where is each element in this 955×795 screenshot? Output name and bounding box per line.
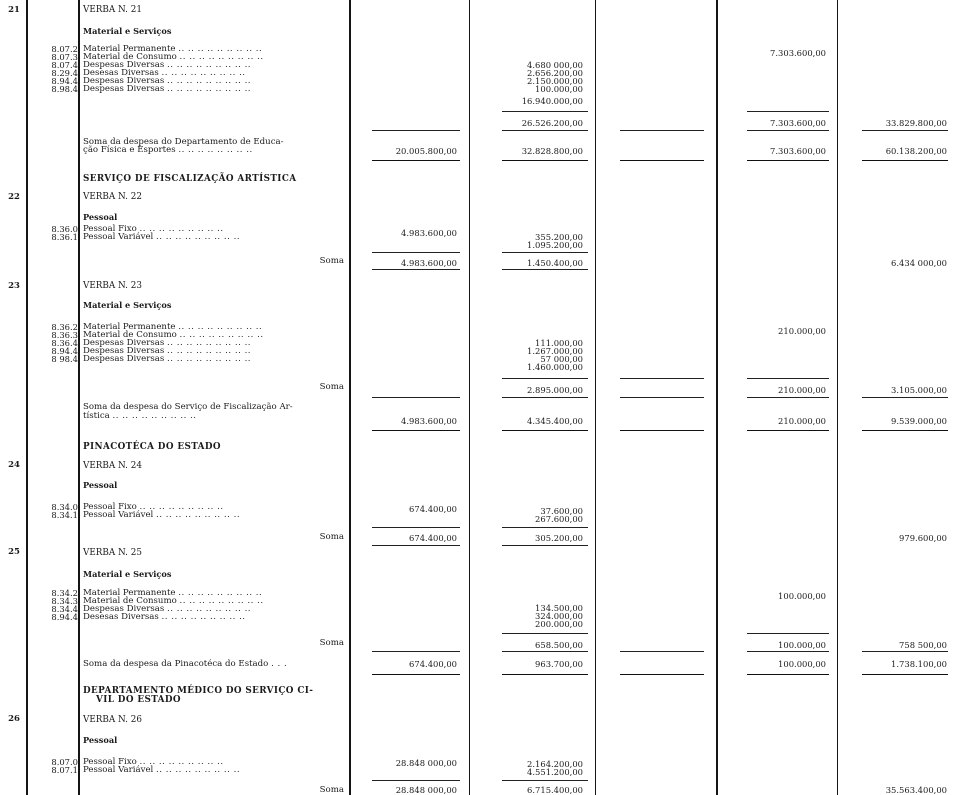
rule — [747, 430, 829, 431]
verba-number: 22 — [8, 192, 20, 202]
rule — [620, 651, 704, 652]
soma-label: Soma — [319, 256, 344, 266]
item-text: Material de Consumo — [83, 52, 177, 62]
leader-dots: .. .. .. .. .. .. .. .. .. — [167, 604, 252, 614]
value-c3: 16.940.000,00 — [521, 96, 583, 106]
item-text: Material de Consumo — [83, 596, 177, 606]
department-title: PINACOTÉCA DO ESTADO — [83, 442, 221, 452]
leader-dots: .. .. .. .. .. .. .. .. .. — [178, 44, 263, 54]
total-c2: 674.400,00 — [409, 533, 457, 543]
value-c3: 100.000,00 — [535, 84, 583, 94]
code: 8.94.4 — [51, 76, 78, 86]
leader-dots: .. .. .. .. .. .. .. .. .. — [161, 68, 246, 78]
value-c3: 1.267.000,00 — [527, 346, 583, 356]
leader-dots: .. .. .. .. .. .. .. .. .. — [161, 612, 246, 622]
value-c3: 267.600,00 — [535, 514, 583, 524]
total-c6: 3.105.000,00 — [891, 385, 947, 395]
item-text: Despesas Diversas — [83, 84, 165, 94]
code: 8.94.4 — [51, 346, 78, 356]
item-label — [83, 765, 240, 775]
rule — [620, 160, 704, 161]
rule — [502, 397, 588, 398]
leader-dots: .. .. .. .. .. .. .. .. .. — [179, 52, 264, 62]
rule — [372, 397, 460, 398]
rule — [502, 633, 588, 634]
item-text: Pessoal Fixo — [83, 502, 137, 512]
total-c3: 658.500,00 — [535, 640, 583, 650]
value-c3: 2.150.000,00 — [527, 76, 583, 86]
item-label — [83, 84, 251, 94]
item-text: Despesas Diversas — [83, 76, 165, 86]
rule — [620, 130, 704, 131]
dept-total-c2: 4.983.600,00 — [401, 416, 457, 426]
total-c3: 305.200,00 — [535, 533, 583, 543]
verba-number: 23 — [8, 281, 20, 291]
item-text: Despesas Diversas — [83, 338, 165, 348]
rule — [502, 269, 588, 270]
department-title: SERVIÇO DE FISCALIZAÇÃO ARTÍSTICA — [83, 174, 297, 184]
value-c3: 1.095.200,00 — [527, 240, 583, 250]
section-subtitle: Material e Serviços — [83, 26, 172, 36]
code: 8.36.2 — [51, 322, 78, 332]
column-rule-7 — [837, 0, 838, 795]
item-text: Material Permanente — [83, 588, 176, 598]
item-label — [83, 612, 246, 622]
item-text: Desesas Diversas — [83, 68, 159, 78]
code: 8.07.0 — [51, 757, 78, 767]
leader-dots: .. .. .. .. .. .. .. .. .. — [139, 757, 224, 767]
total-c3: 26.526.200,00 — [521, 118, 583, 128]
value-c3: 134.500,00 — [535, 603, 583, 613]
verba-number: 24 — [8, 460, 20, 470]
rule — [620, 674, 704, 675]
total-c3: 6.715.400,00 — [527, 785, 583, 795]
dept-total-c3: 4.345.400,00 — [527, 416, 583, 426]
rule — [372, 780, 460, 781]
rule — [862, 160, 948, 161]
code: 8.36.4 — [51, 338, 78, 348]
value-c3: 4.551.200,00 — [527, 767, 583, 777]
total-c2: 4.983.600,00 — [401, 258, 457, 268]
label-text: ção Física e Esportes — [83, 145, 176, 155]
total-c6: 979.600,00 — [899, 533, 947, 543]
value-c2: 4.983.600,00 — [401, 228, 457, 238]
soma-label: Soma — [319, 382, 344, 392]
code: 8.36.0 — [51, 224, 78, 234]
total-c5: 210.000,00 — [778, 385, 826, 395]
total-c5: 100.000,00 — [778, 640, 826, 650]
value-c5: 7.303.600,00 — [770, 48, 826, 58]
rule — [502, 430, 588, 431]
value-c3: 355.200,00 — [535, 232, 583, 242]
item-label — [83, 510, 240, 520]
item-text: Pessoal Fixo — [83, 757, 137, 767]
value-c3: 2.656.200,00 — [527, 68, 583, 78]
total-c3: 2.895.000,00 — [527, 385, 583, 395]
section-subtitle: Pessoal — [83, 480, 118, 490]
code: 8.34.2 — [51, 588, 78, 598]
leader-dots: .. .. .. .. .. .. .. .. .. — [167, 84, 252, 94]
item-text: Despesas Diversas — [83, 346, 165, 356]
rule — [747, 651, 829, 652]
dept-total-c2: 20.005.800,00 — [395, 146, 457, 156]
soma-label: Soma — [319, 785, 344, 795]
verba-number: 26 — [8, 714, 20, 724]
code: 8.07.1 — [51, 765, 78, 775]
item-text: Material de Consumo — [83, 330, 177, 340]
rule — [747, 160, 829, 161]
column-rule-3 — [349, 0, 351, 795]
rule — [502, 378, 588, 379]
verba-title: VERBA N. 26 — [83, 715, 142, 725]
verba-number: 25 — [8, 547, 20, 557]
rule — [502, 527, 588, 528]
item-text: Pessoal Variável — [83, 510, 154, 520]
total-c6: 758 500,00 — [899, 640, 947, 650]
total-c6: 35.563.400,00 — [885, 785, 947, 795]
code: 8.34.0 — [51, 502, 78, 512]
column-rule-6 — [716, 0, 718, 795]
dept-total-c6: 9.539.000,00 — [891, 416, 947, 426]
leader-dots: .. .. .. .. .. .. .. .. .. — [178, 322, 263, 332]
dept-total-c3: 963.700,00 — [535, 659, 583, 669]
leader-dots: .. .. .. .. .. .. .. .. .. — [167, 60, 252, 70]
rule — [747, 111, 829, 112]
code: 8.34.1 — [51, 510, 78, 520]
leader-dots: .. .. .. .. .. .. .. .. .. — [167, 346, 252, 356]
leader-dots: .. .. .. .. .. .. .. .. .. — [179, 330, 264, 340]
code: 8.29.4 — [51, 68, 78, 78]
item-text: Despesas Diversas — [83, 604, 165, 614]
rule — [862, 130, 948, 131]
code: 8.07.3 — [51, 52, 78, 62]
rule — [747, 633, 829, 634]
item-text: Material Permanente — [83, 44, 176, 54]
code: 8 98.4 — [51, 354, 78, 364]
value-c2: 674.400,00 — [409, 504, 457, 514]
leader-dots: . . . — [271, 659, 288, 669]
dept-total-label-2 — [83, 145, 253, 155]
item-text: Material Permanente — [83, 322, 176, 332]
dept-total-label-2 — [83, 411, 197, 421]
department-title: DEPARTAMENTO MÉDICO DO SERVIÇO CI- — [83, 686, 314, 696]
value-c2: 28.848 000,00 — [395, 758, 457, 768]
rule — [372, 160, 460, 161]
section-subtitle: Pessoal — [83, 735, 118, 745]
verba-title: VERBA N. 23 — [83, 281, 142, 291]
rule — [372, 527, 460, 528]
verba-title: VERBA N. 25 — [83, 548, 142, 558]
rule — [502, 160, 588, 161]
value-c3: 2.164.200,00 — [527, 759, 583, 769]
rule — [502, 252, 588, 253]
section-subtitle: Material e Serviços — [83, 569, 172, 579]
item-text: Pessoal Variável — [83, 232, 154, 242]
rule — [747, 130, 829, 131]
section-subtitle: Material e Serviços — [83, 300, 172, 310]
item-label — [83, 232, 240, 242]
value-c3: 57 000,00 — [540, 354, 583, 364]
rule — [502, 651, 588, 652]
total-c2: 28.848 000,00 — [395, 785, 457, 795]
dept-total-label: Soma da despesa do Serviço de Fiscalização Ar- — [83, 402, 293, 412]
item-label — [83, 354, 251, 364]
rule — [747, 378, 829, 379]
leader-dots: .. .. .. .. .. .. .. .. .. — [178, 588, 263, 598]
value-c3: 4.680 000,00 — [527, 60, 583, 70]
rule — [502, 111, 588, 112]
item-text: Pessoal Variável — [83, 765, 154, 775]
column-rule-2 — [78, 0, 80, 795]
rule — [502, 545, 588, 546]
verba-number: 21 — [8, 5, 20, 15]
rule — [747, 397, 829, 398]
verba-title: VERBA N. 24 — [83, 461, 142, 471]
total-c6: 6.434 000,00 — [891, 258, 947, 268]
rule — [862, 674, 948, 675]
section-subtitle: Pessoal — [83, 212, 118, 222]
rule — [502, 674, 588, 675]
item-text: Desesas Diversas — [83, 612, 159, 622]
column-rule-5 — [595, 0, 596, 795]
rule — [372, 545, 460, 546]
leader-dots: .. .. .. .. .. .. .. .. .. — [167, 338, 252, 348]
rule — [620, 397, 704, 398]
leader-dots: .. .. .. .. .. .. .. .. .. — [139, 224, 224, 234]
total-c5: 7.303.600,00 — [770, 118, 826, 128]
item-text: Despesas Diversas — [83, 60, 165, 70]
dept-total-c5: 100.000,00 — [778, 659, 826, 669]
leader-dots: .. .. .. .. .. .. .. .. .. — [167, 354, 252, 364]
leader-dots: .. .. .. .. .. .. .. .. .. — [112, 411, 197, 421]
leader-dots: .. .. .. .. .. .. .. .. .. — [156, 232, 241, 242]
rule — [372, 269, 460, 270]
rule — [862, 651, 948, 652]
total-c6: 33.829.800,00 — [885, 118, 947, 128]
rule — [372, 674, 460, 675]
dept-total-c6: 60.138.200,00 — [885, 146, 947, 156]
dept-total-c5: 210.000,00 — [778, 416, 826, 426]
item-text: Pessoal Fixo — [83, 224, 137, 234]
rule — [372, 651, 460, 652]
value-c5: 210.000,00 — [778, 326, 826, 336]
rule — [862, 430, 948, 431]
dept-total-c6: 1.738.100,00 — [891, 659, 947, 669]
rule — [502, 130, 588, 131]
value-c3: 200.000,00 — [535, 619, 583, 629]
rule — [862, 397, 948, 398]
verba-title: VERBA N. 22 — [83, 192, 142, 202]
value-c3: 1.460.000,00 — [527, 362, 583, 372]
label-text: Soma da despesa da Pinacotéca do Estado — [83, 659, 269, 669]
leader-dots: .. .. .. .. .. .. .. .. .. — [156, 510, 241, 520]
rule — [747, 674, 829, 675]
leader-dots: .. .. .. .. .. .. .. .. — [178, 145, 253, 155]
soma-label: Soma — [319, 638, 344, 648]
code: 8.36.3 — [51, 330, 78, 340]
rule — [502, 780, 588, 781]
soma-label: Soma — [319, 532, 344, 542]
value-c3: 324.000,00 — [535, 611, 583, 621]
label-text: tística — [83, 411, 110, 421]
code: 8.34.3 — [51, 596, 78, 606]
code: 8.07.4 — [51, 60, 78, 70]
rule — [620, 378, 704, 379]
total-c3: 1.450.400,00 — [527, 258, 583, 268]
code: 8.36.1 — [51, 232, 78, 242]
value-c3: 37.600,00 — [540, 506, 583, 516]
value-c5: 100.000,00 — [778, 591, 826, 601]
leader-dots: .. .. .. .. .. .. .. .. .. — [139, 502, 224, 512]
code: 8.34.4 — [51, 604, 78, 614]
rule — [372, 430, 460, 431]
leader-dots: .. .. .. .. .. .. .. .. .. — [179, 596, 264, 606]
dept-total-c2: 674.400,00 — [409, 659, 457, 669]
dept-total-c5: 7.303.600,00 — [770, 146, 826, 156]
code: 8.94.4 — [51, 612, 78, 622]
rule — [372, 130, 460, 131]
leader-dots: .. .. .. .. .. .. .. .. .. — [156, 765, 241, 775]
dept-total-label — [83, 659, 287, 669]
leader-dots: .. .. .. .. .. .. .. .. .. — [167, 76, 252, 86]
verba-title: VERBA N. 21 — [83, 5, 142, 15]
code: 8.07.2 — [51, 44, 78, 54]
dept-total-label: Soma da despesa do Departamento de Educa- — [83, 137, 284, 147]
value-c3: 111.000,00 — [535, 338, 583, 348]
rule — [620, 430, 704, 431]
rule — [372, 252, 460, 253]
dept-total-c3: 32.828.800,00 — [521, 146, 583, 156]
item-text: Despesas Diversas — [83, 354, 165, 364]
column-rule-1 — [26, 0, 28, 795]
department-title-2: VIL DO ESTADO — [96, 695, 181, 705]
code: 8.98.4 — [51, 84, 78, 94]
column-rule-4 — [469, 0, 470, 795]
